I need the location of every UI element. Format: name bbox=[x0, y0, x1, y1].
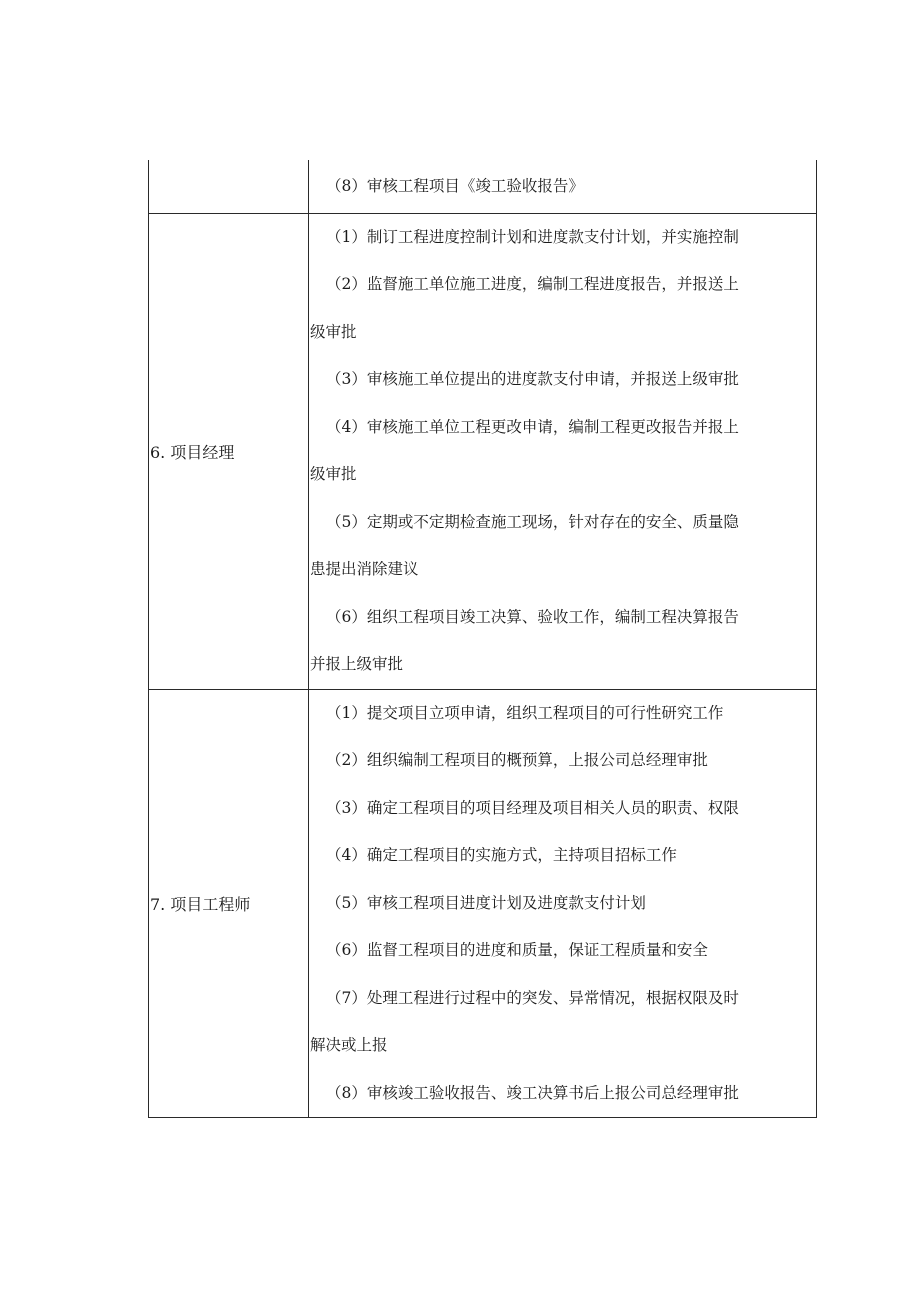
duty-line: （4）确定工程项目的实施方式，主持项目招标工作 bbox=[326, 846, 677, 864]
role-cell bbox=[149, 689, 309, 1118]
role-label: 7. 项目工程师 bbox=[150, 894, 251, 914]
table-row bbox=[149, 689, 817, 1118]
role-cell bbox=[149, 213, 309, 689]
table-row bbox=[149, 160, 817, 213]
duty-line: （8）审核工程项目《竣工验收报告》 bbox=[326, 176, 584, 195]
duty-cell bbox=[309, 689, 817, 1118]
duty-line: （2）组织编制工程项目的概预算，上报公司总经理审批 bbox=[326, 751, 708, 769]
duty-line: （6）组织工程项目竣工决算、验收工作，编制工程决算报告 bbox=[326, 607, 739, 626]
duty-line: 并报上级审批 bbox=[310, 655, 404, 673]
duty-cell bbox=[309, 213, 817, 689]
duty-line: 级审批 bbox=[310, 322, 357, 341]
role-cell bbox=[149, 160, 309, 213]
duty-cell bbox=[309, 160, 817, 213]
role-label: 6. 项目经理 bbox=[150, 442, 235, 462]
duty-line: （1）制订工程进度控制计划和进度款支付计划，并实施控制 bbox=[326, 227, 739, 246]
duty-line: （1）提交项目立项申请，组织工程项目的可行性研究工作 bbox=[326, 703, 724, 722]
table-row bbox=[149, 213, 817, 689]
responsibility-table bbox=[148, 160, 817, 1118]
duty-line: （4）审核施工单位工程更改申请，编制工程更改报告并报上 bbox=[326, 417, 739, 436]
duty-line: 级审批 bbox=[310, 465, 357, 483]
duty-line: （5）定期或不定期检查施工现场，针对存在的安全、质量隐 bbox=[326, 512, 739, 531]
duty-line: （5）审核工程项目进度计划及进度款支付计划 bbox=[326, 893, 646, 912]
duty-line: （7）处理工程进行过程中的突发、异常情况，根据权限及时 bbox=[326, 988, 739, 1007]
duty-line: 解决或上报 bbox=[310, 1036, 388, 1054]
duty-line: （6）监督工程项目的进度和质量，保证工程质量和安全 bbox=[326, 941, 708, 959]
duty-line: （3）确定工程项目的项目经理及项目相关人员的职责、权限 bbox=[326, 798, 739, 817]
duty-line: 患提出消除建议 bbox=[310, 560, 419, 578]
duty-line: （8）审核竣工验收报告、竣工决算书后上报公司总经理审批 bbox=[326, 1083, 739, 1102]
duty-line: （2）监督施工单位施工进度，编制工程进度报告，并报送上 bbox=[326, 275, 739, 293]
duty-line: （3）审核施工单位提出的进度款支付申请，并报送上级审批 bbox=[326, 370, 739, 388]
